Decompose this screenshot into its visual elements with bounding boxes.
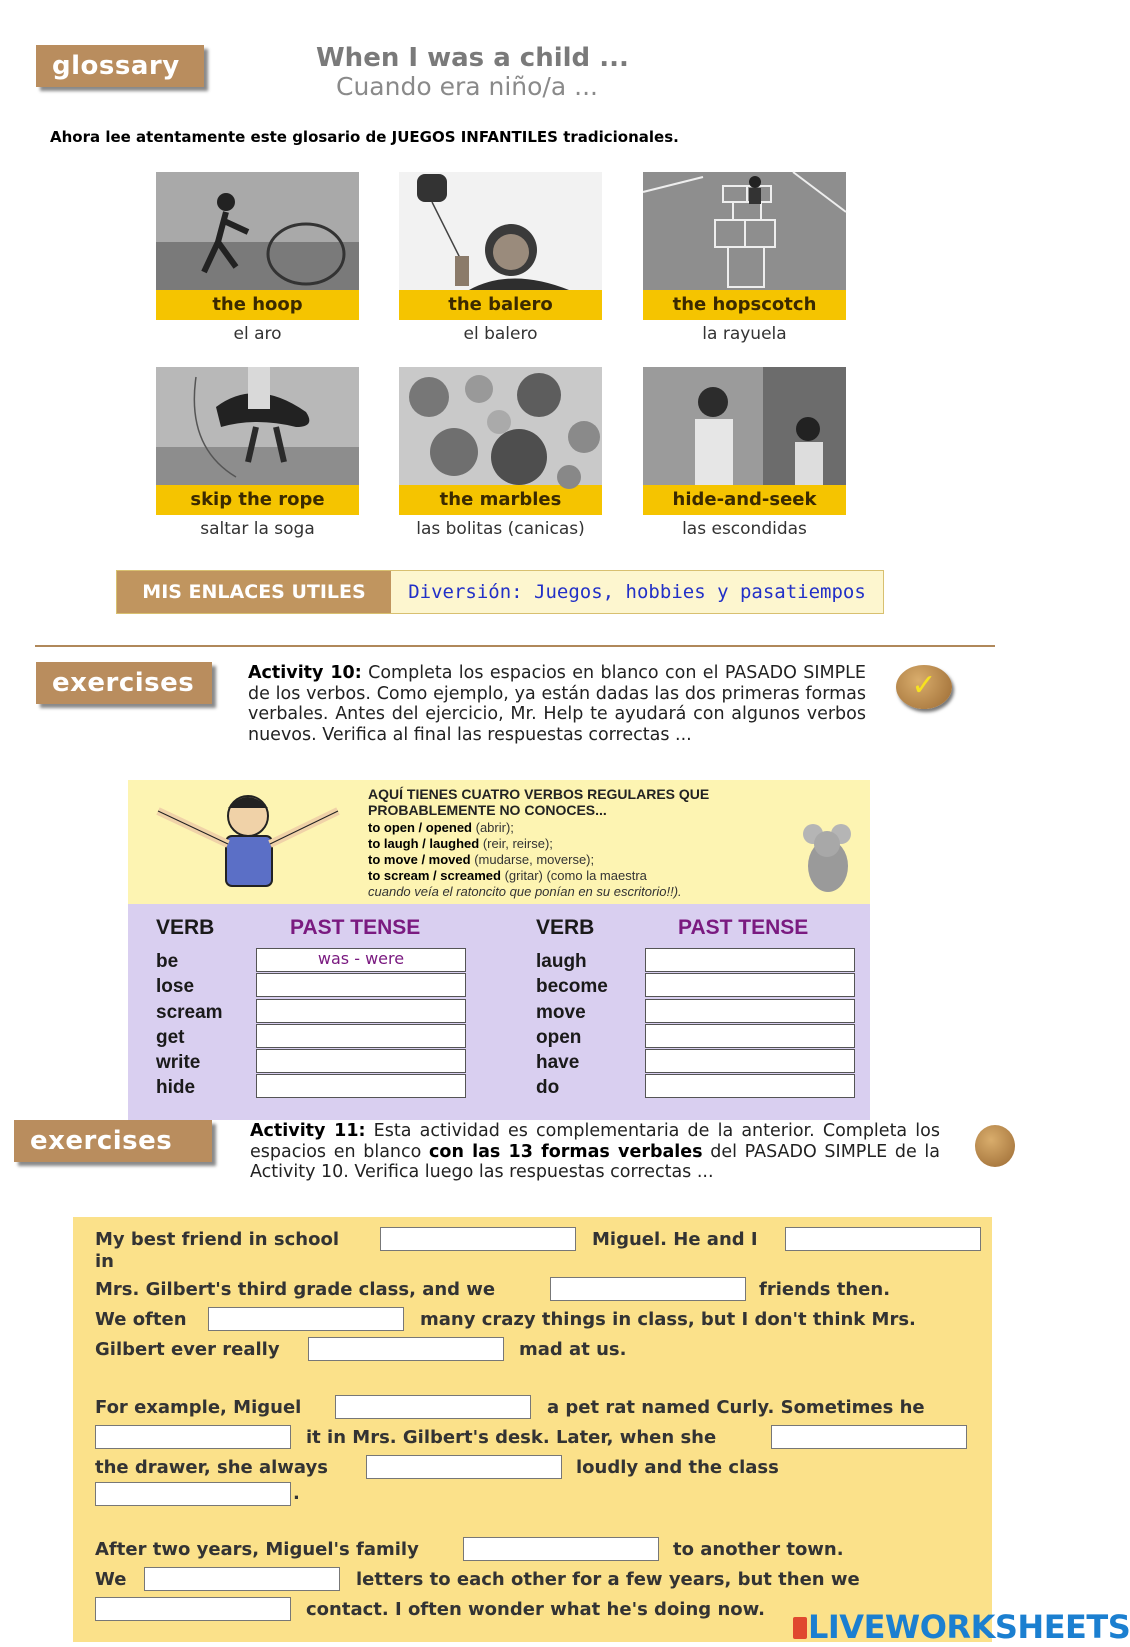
story-text: mad at us. [519, 1339, 627, 1360]
past-tense-input[interactable] [645, 1049, 855, 1073]
activity-11-emphasis: con las 13 formas verbales [429, 1141, 703, 1162]
past-tense-input[interactable] [256, 999, 466, 1023]
glossary-caption: the hoop [156, 290, 359, 320]
glossary-translation: el balero [463, 324, 538, 344]
story-text: We [95, 1569, 127, 1590]
past-tense-input[interactable] [256, 973, 466, 997]
glossary-caption: the hopscotch [643, 290, 846, 320]
verb-header-left: VERB [156, 916, 215, 939]
help-meaning: (abrir); [472, 820, 514, 835]
mr-help-icon [148, 786, 348, 896]
marbles-illustration [399, 367, 602, 485]
story-text: . [293, 1483, 300, 1504]
verb-label: do [536, 1077, 560, 1098]
story-text: loudly and the class [576, 1457, 779, 1478]
help-line [368, 836, 553, 852]
story-blank[interactable] [144, 1567, 340, 1591]
story-text: a pet rat named Curly. Sometimes he [547, 1397, 925, 1418]
past-tense-input[interactable] [645, 948, 855, 972]
balero-photo [399, 172, 602, 290]
verb-label: write [156, 1052, 201, 1073]
story-text: letters to each other for a few years, but then we [356, 1569, 860, 1590]
story-blank[interactable] [380, 1227, 576, 1251]
glossary-card-marbles [399, 367, 602, 539]
verb-label: have [536, 1052, 580, 1073]
story-blank[interactable] [785, 1227, 981, 1251]
past-header-right: PAST TENSE [678, 916, 809, 939]
story-blank[interactable] [550, 1277, 746, 1301]
hopscotch-illustration [643, 172, 846, 290]
glossary-translation: el aro [233, 324, 282, 344]
story-blank[interactable] [95, 1597, 291, 1621]
balero-illustration [399, 172, 602, 290]
section-divider [35, 645, 995, 647]
story-text: to another town. [673, 1539, 844, 1560]
useful-link[interactable]: Diversión: Juegos, hobbies y pasatiempos [391, 571, 883, 613]
glossary-caption: hide-and-seek [643, 485, 846, 515]
help-verbs: to move / moved [368, 852, 471, 867]
mouse-icon [793, 818, 863, 898]
activity-10-text: Completa los espacios en blanco con el PASADO SIMPLE de los verbos. Como ejemplo, ya están dadas las dos primeras formas verbales. Antes del ejercicio, Mr. Help te ayudará con algunos verbos nuevos. Verifica al final las respuestas correctas ... [248, 663, 866, 745]
past-tense-input[interactable] [645, 1074, 855, 1098]
liveworksheets-logo-text: LIVEWORKSHEETS [808, 1608, 1130, 1646]
past-tense-input[interactable]: was - were [256, 948, 466, 972]
help-line [368, 868, 647, 884]
help-meaning: (mudarse, moverse); [470, 852, 595, 867]
useful-links-label: MIS ENLACES UTILES [117, 571, 391, 613]
story-text: friends then. [759, 1279, 891, 1300]
past-tense-input[interactable] [645, 999, 855, 1023]
activity-10-title: Activity 10: [248, 663, 362, 683]
story-text: Mrs. Gilbert's third grade class, and we [95, 1279, 496, 1300]
verb-label: be [156, 951, 179, 972]
glossary-translation: la rayuela [702, 324, 787, 344]
story-fill-box [73, 1217, 992, 1642]
verb-label: move [536, 1002, 586, 1023]
rope-photo [156, 367, 359, 485]
glossary-translation: las escondidas [682, 519, 807, 539]
story-text: Gilbert ever really [95, 1339, 280, 1360]
page-title: When I was a child ... [316, 43, 629, 73]
glossary-card-hopscotch [643, 172, 846, 344]
story-blank[interactable] [335, 1395, 531, 1419]
story-text: contact. I often wonder what he's doing now. [306, 1599, 765, 1620]
hopscotch-photo [643, 172, 846, 290]
past-header-left: PAST TENSE [290, 916, 421, 939]
help-line [368, 820, 514, 836]
marbles-photo [399, 367, 602, 485]
past-tense-input[interactable] [256, 1024, 466, 1048]
glossary-card-hoop [156, 172, 359, 344]
story-text: in [95, 1251, 114, 1272]
story-text: For example, Miguel [95, 1397, 302, 1418]
liveworksheets-logo [808, 1608, 1130, 1646]
glossary-card-rope [156, 367, 359, 539]
story-blank[interactable] [463, 1537, 659, 1561]
check-answers-button[interactable] [896, 665, 952, 709]
story-text: many crazy things in class, but I don't think Mrs. [420, 1309, 916, 1330]
activity-11-instructions [250, 1121, 940, 1183]
exercises-tag: exercises [14, 1120, 212, 1162]
rope-illustration [156, 367, 359, 485]
glossary-tag: glossary [36, 45, 204, 87]
activity-10-instructions [248, 663, 866, 745]
liveworksheets-logo-icon [793, 1617, 807, 1639]
verb-label: become [536, 976, 608, 997]
story-text: the drawer, she always [95, 1457, 328, 1478]
past-tense-input[interactable] [645, 1024, 855, 1048]
verb-label: hide [156, 1077, 196, 1098]
glossary-intro: Ahora lee atentamente este glosario de JUEGOS INFANTILES tradicionales. [50, 128, 679, 146]
check-answers-button[interactable] [975, 1125, 1015, 1167]
story-blank[interactable] [95, 1482, 291, 1506]
help-meaning: cuando veía el ratoncito que ponían en su escritorio!!). [368, 884, 682, 899]
mr-help-title: AQUÍ TIENES CUATRO VERBOS REGULARES QUE PROBABLEMENTE NO CONOCES... [368, 786, 710, 818]
check-mark-icon: ✓ [911, 669, 937, 702]
help-line [368, 852, 594, 868]
help-verbs: to open / opened [368, 820, 472, 835]
help-verbs: to scream / screamed [368, 868, 501, 883]
verb-label: lose [156, 976, 195, 997]
hoop-illustration [156, 172, 359, 290]
verb-table [128, 904, 870, 1120]
verb-label: get [156, 1027, 185, 1048]
activity-11-text: Esta actividad es complementaria de la anterior. Completa los espacios en blanco [250, 1121, 940, 1162]
help-meaning: (gritar) (como la maestra [500, 868, 647, 883]
exercises-tag: exercises [36, 662, 212, 704]
useful-links-bar [116, 570, 884, 614]
past-tense-input[interactable] [256, 1049, 466, 1073]
help-line [368, 884, 682, 900]
verb-label: scream [156, 1002, 223, 1023]
story-text: Miguel. He and I [592, 1229, 758, 1250]
page-subtitle: Cuando era niño/a ... [336, 72, 598, 101]
help-meaning: (reir, reirse); [479, 836, 553, 851]
glossary-caption: skip the rope [156, 485, 359, 515]
hoop-photo [156, 172, 359, 290]
story-text: After two years, Miguel's family [95, 1539, 419, 1560]
help-verbs: to laugh / laughed [368, 836, 480, 851]
story-text: it in Mrs. Gilbert's desk. Later, when she [306, 1427, 717, 1448]
story-blank[interactable] [366, 1455, 562, 1479]
verb-header-right: VERB [536, 916, 595, 939]
glossary-caption: the balero [399, 290, 602, 320]
glossary-translation: las bolitas (canicas) [416, 519, 585, 539]
mr-help-box [128, 780, 870, 904]
glossary-translation: saltar la soga [200, 519, 315, 539]
activity-11-text: del PASADO SIMPLE de la Activity 10. Verifica luego las respuestas correctas ... [250, 1141, 940, 1182]
story-blank[interactable] [308, 1337, 504, 1361]
glossary-card-balero [399, 172, 602, 344]
glossary-card-hide-and-seek [643, 367, 846, 539]
glossary-caption: the marbles [399, 485, 602, 515]
story-text: My best friend in school [95, 1229, 339, 1250]
past-tense-input[interactable] [645, 973, 855, 997]
past-tense-input[interactable] [256, 1074, 466, 1098]
story-text: We often [95, 1309, 187, 1330]
hide-and-seek-photo [643, 367, 846, 485]
story-blank[interactable] [208, 1307, 404, 1331]
hide-and-seek-illustration [643, 367, 846, 485]
story-blank[interactable] [95, 1425, 291, 1449]
verb-label: open [536, 1027, 582, 1048]
activity-11-title: Activity 11: [250, 1121, 366, 1141]
verb-label: laugh [536, 951, 587, 972]
story-blank[interactable] [771, 1425, 967, 1449]
